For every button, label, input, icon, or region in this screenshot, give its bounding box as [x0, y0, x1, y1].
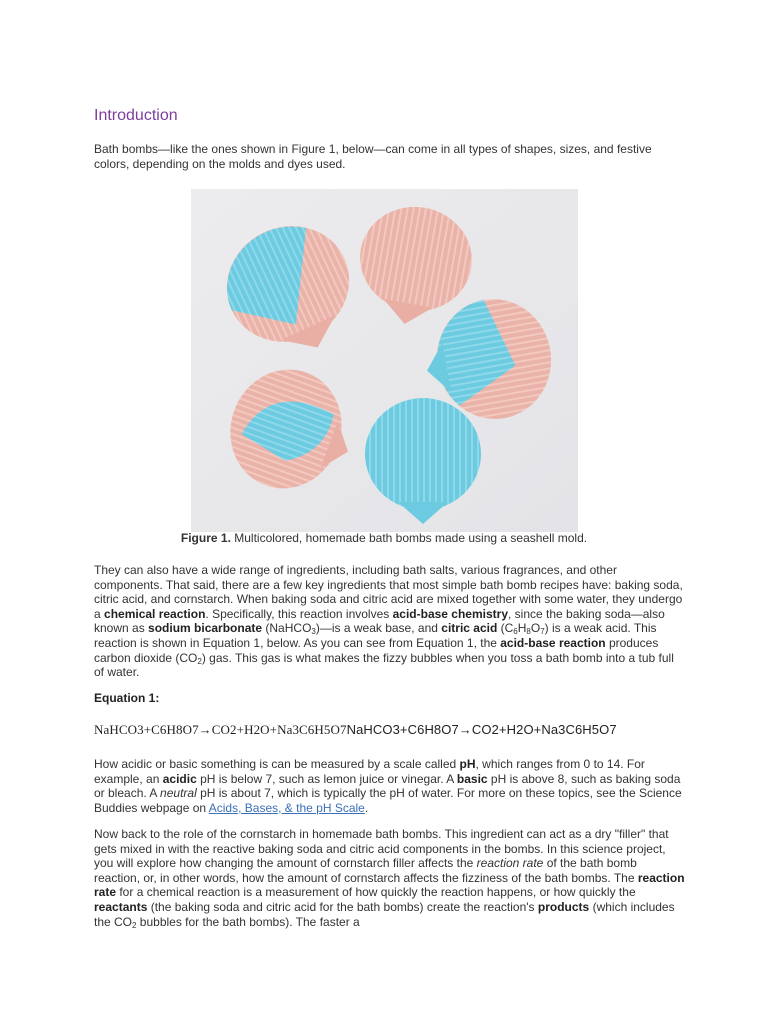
paragraph-acid-base: They can also have a wide range of ingredients, including bath salts, various fragrances, and other components. That said, there are a few key ingredients that most simple bath bomb recipes have: baking soda, citric acid, and cornstarch. When baking soda and citric acid are mixed together with some water, they undergo a chemical reaction. Specifically, this reaction involves acid-base chemistry, since the baking soda—also known as sodium bicarbonate (NaHCO$_3$)—is a weak base, and citric acid $(C_6H_8O_7)$ is a weak acid. This reaction is shown in Equation 1, below. As you can see from Equation 1, the acid-base reaction produces carbon dioxide $(CO_2)$ gas. This gas is what makes the fizzy bubbles when you toss a bath bomb into a tub full of water. [94, 563, 683, 680]
seashell-bath-bombs-image [191, 189, 578, 532]
equation-rendered: NaHCO3+C6H8O7→CO2+H2O+Na3C6H5O7 [94, 722, 347, 737]
section-heading: Introduction [94, 107, 178, 124]
paragraph-cornstarch: Now back to the role of the cornstarch in homemade bath bombs. This ingredient can act as a dry "filler" that gets mixed in with the reactive baking soda and citric acid components in the bombs. In this science project, you will explore how changing the amount of cornstarch filler affects the reaction rate of the bath bomb reaction, or, in other words, how the amount of cornstarch affects the fizziness of the bath bombs. The reaction rate for a chemical reaction is a measurement of how quickly the reaction happens, or how quickly the reactants (the baking soda and citric acid for the bath bombs) create the reaction's products (which includes the $CO_2$ bubbles for the bath bombs). The faster a [94, 827, 685, 930]
equation-heading: Equation 1: [94, 691, 160, 705]
paragraph-ph: How acidic or basic something is can be measured by a scale called pH, which ranges from 0 to 14. For example, an acidic pH is below 7, such as lemon juice or vinegar. A basic pH is above 8, such as baking soda or bleach. A neutral pH is about 7, which is typically the pH of water. For more on these topics, see the Science Buddies webpage on Acids, Bases, & the pH Scale. [94, 757, 682, 815]
equation-plain: NaHCO3+C6H8O7→CO2+H2O+Na3C6H5O7 [346, 722, 617, 737]
figure-caption: Figure 1. Multicolored, homemade bath bombs made using a seashell mold. [180, 531, 588, 545]
acids-bases-link[interactable]: Acids, Bases, & the pH Scale [208, 800, 365, 815]
intro-paragraph: Bath bombs—like the ones shown in Figure 1, below—can come in all types of shapes, sizes, and festive colors, depending on the molds and dyes used. [94, 142, 652, 171]
equation-1 [94, 722, 617, 738]
